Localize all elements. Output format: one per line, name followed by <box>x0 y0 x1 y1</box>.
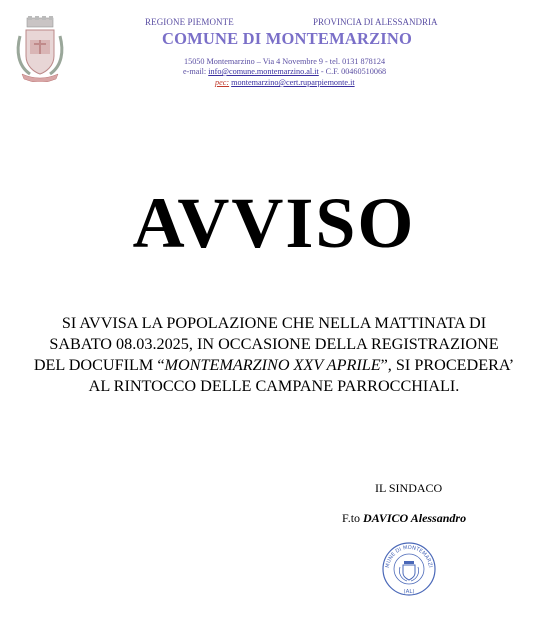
notice-title: AVVISO <box>132 183 416 263</box>
mayor-role: IL SINDACO <box>375 481 443 495</box>
municipal-stamp-icon <box>381 541 437 597</box>
notice-line-1: SI AVVISA LA POPOLAZIONE CHE NELLA MATTINATA DI <box>61 314 487 332</box>
notice-line-3-end: ”, SI PROCEDERA’ <box>380 356 515 374</box>
signature-line <box>342 511 466 526</box>
notice-line-2: SABATO 08.03.2025, IN OCCASIONE DELLA REGISTRAZIONE <box>49 335 499 353</box>
email-label: e-mail: <box>183 67 207 76</box>
pec-label: pec: <box>215 78 230 87</box>
contact-line <box>183 67 386 76</box>
tax-code: - C.F. 00460510068 <box>320 67 387 76</box>
svg-text:COMUNE DI MONTEMARZINO <box>381 541 433 568</box>
stamp-text: MUNE DI MONTEMARZI <box>384 544 433 569</box>
signature-prefix: F.to <box>342 511 361 525</box>
address-line: 15050 Montemarzino – Via 4 Novembre 9 - tel. 0131 878124 <box>184 57 386 66</box>
notice-line-4: AL RINTOCCO DELLE CAMPANE PARROCCHIALI. <box>88 377 460 395</box>
notice-body <box>0 313 548 397</box>
region-label: REGIONE PIEMONTE <box>145 17 234 27</box>
email-link[interactable]: info@comune.montemarzino.al.it <box>208 67 319 76</box>
pec-line <box>215 78 355 87</box>
coat-of-arms-icon <box>14 16 66 82</box>
pec-link[interactable]: montemarzino@cert.ruparpiemonte.it <box>231 78 355 87</box>
stamp-province: (AL) <box>403 589 415 595</box>
province-label: PROVINCIA DI ALESSANDRIA <box>313 17 438 27</box>
notice-line-3-start: DEL DOCUFILM “ <box>33 356 165 374</box>
notice-line-3 <box>0 355 548 376</box>
docufilm-title: MONTEMARZINO XXV APRILE <box>164 356 381 374</box>
mayor-name: DAVICO Alessandro <box>363 511 467 525</box>
municipality-name: COMUNE DI MONTEMARZINO <box>162 29 413 48</box>
